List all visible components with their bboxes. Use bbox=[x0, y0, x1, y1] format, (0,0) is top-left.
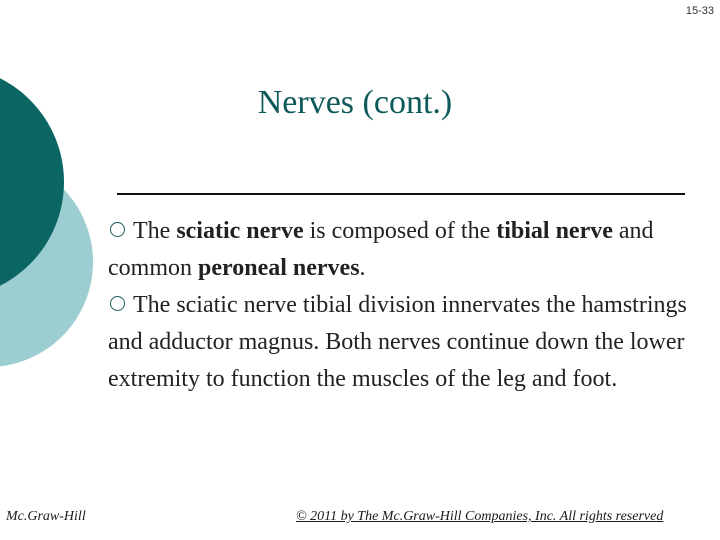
copyright-notice: © 2011 by The Mc.Graw-Hill Companies, Inc. All rights reserved bbox=[296, 509, 664, 524]
hollow-circle-bullet-icon bbox=[110, 222, 125, 237]
bullet-item bbox=[108, 287, 688, 398]
slide-number: 15-33 bbox=[685, 5, 714, 17]
slide-title: Nerves (cont.) bbox=[257, 84, 453, 121]
bullet-text: is composed of the bbox=[303, 218, 497, 244]
title-divider bbox=[117, 193, 685, 195]
bullet-text: and common bbox=[108, 218, 654, 281]
publisher-name: Mc.Graw-Hill bbox=[6, 509, 86, 524]
decorative-circles bbox=[0, 0, 120, 400]
bold-term: peroneal nerves bbox=[198, 255, 360, 281]
bullet-list bbox=[108, 213, 688, 398]
bold-term: sciatic nerve bbox=[176, 218, 304, 244]
bold-term: tibial nerve bbox=[496, 218, 613, 244]
bullet-text: . bbox=[359, 255, 366, 281]
bullet-text: The sciatic nerve tibial division innervates the hamstrings and adductor magnus. Both nerves continue down the lower extremity to function the muscles of the leg and foot. bbox=[108, 292, 687, 392]
hollow-circle-bullet-icon bbox=[110, 296, 125, 311]
bullet-item bbox=[108, 213, 688, 287]
bullet-text: The bbox=[133, 218, 177, 244]
